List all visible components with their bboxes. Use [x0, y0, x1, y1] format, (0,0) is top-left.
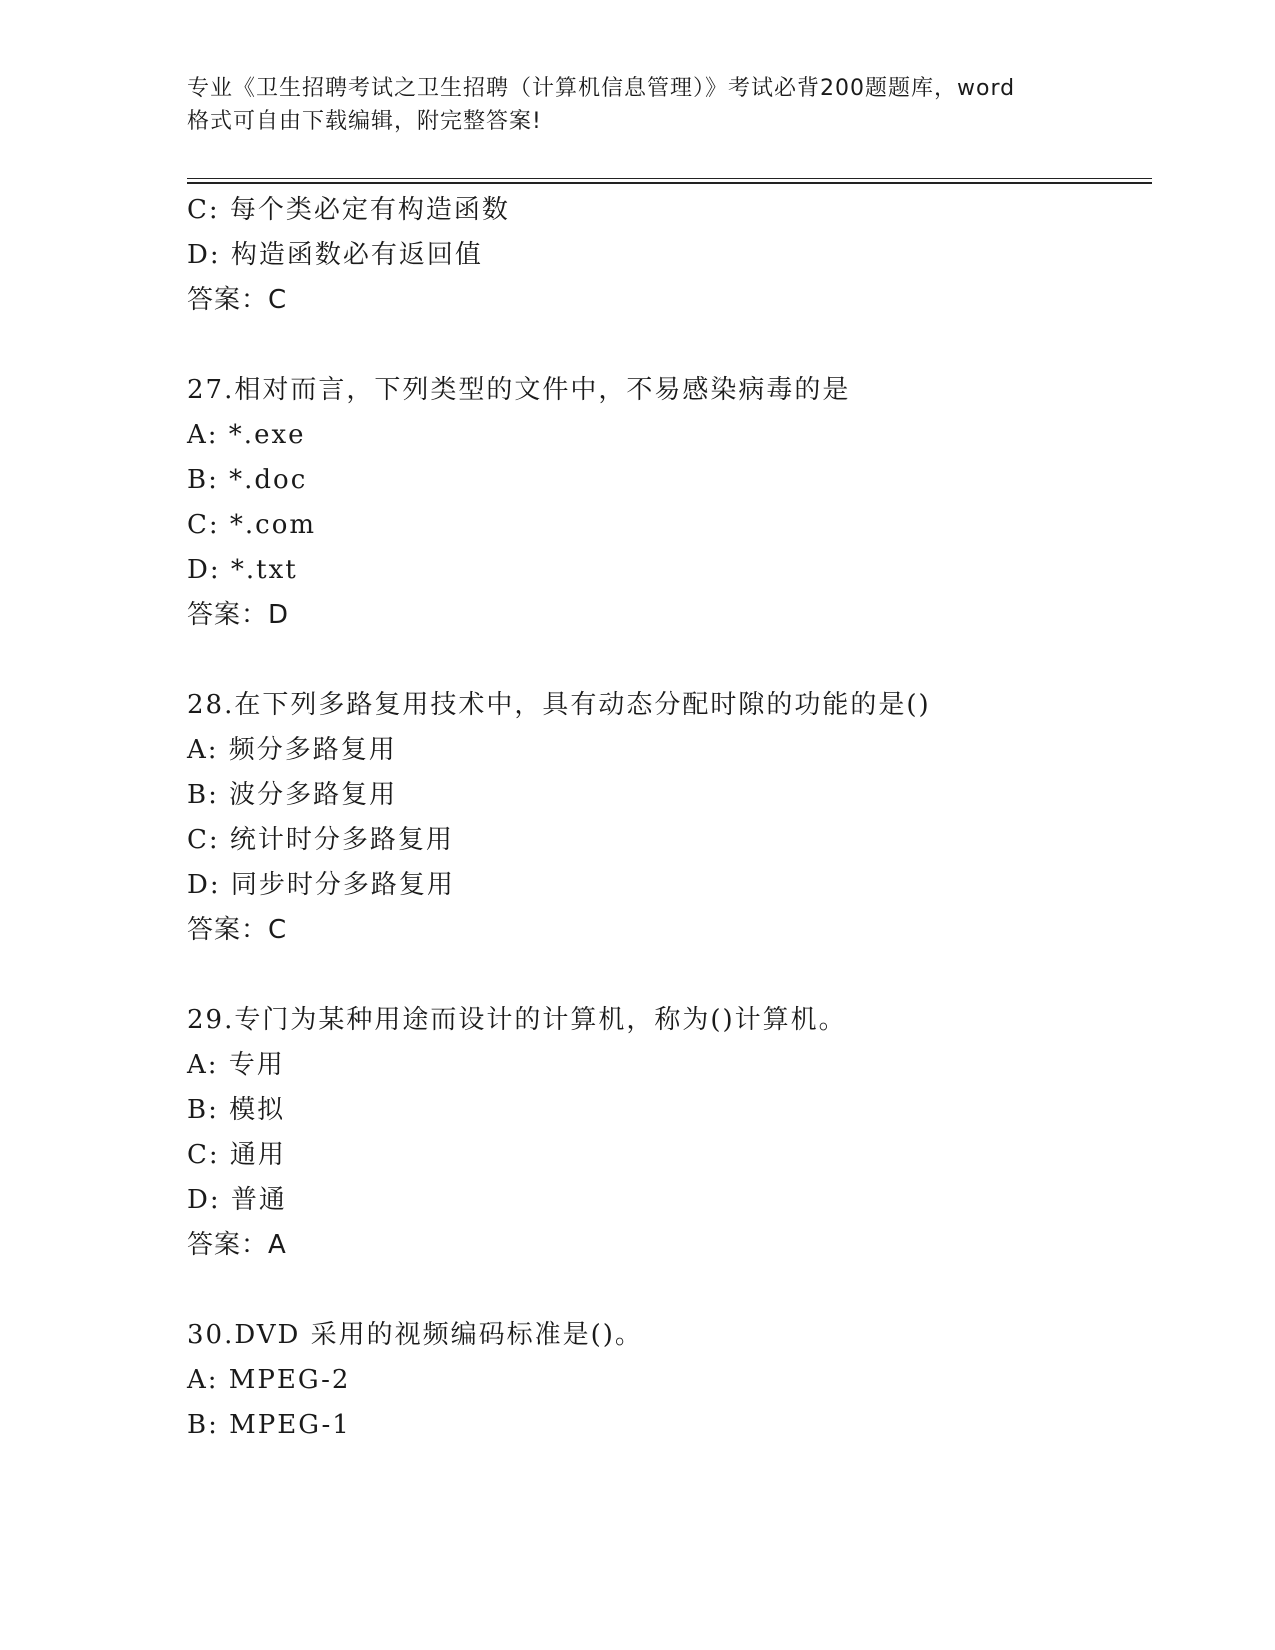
- q29-option-a: A: 专用: [187, 1050, 285, 1080]
- document-header: [187, 72, 1087, 138]
- q28-option-a: A: 频分多路复用: [187, 735, 397, 765]
- q27-option-c: C: *.com: [187, 510, 317, 540]
- header-divider-thin: [187, 178, 1152, 179]
- q26-option-d: D: 构造函数必有返回值: [187, 240, 483, 270]
- header-line-2: 格式可自由下载编辑，附完整答案!: [187, 109, 542, 134]
- q29-option-c: C: 通用: [187, 1140, 286, 1170]
- q28-option-c: C: 统计时分多路复用: [187, 825, 454, 855]
- q29-option-d: D: 普通: [187, 1185, 287, 1215]
- q29-answer: 答案：A: [187, 1230, 287, 1260]
- q28-option-b: B: 波分多路复用: [187, 780, 398, 810]
- q29-option-b: B: 模拟: [187, 1095, 286, 1125]
- q27-answer: 答案：D: [187, 600, 290, 630]
- q28-option-d: D: 同步时分多路复用: [187, 870, 455, 900]
- q27-option-b: B: *.doc: [187, 465, 308, 495]
- q28-answer: 答案：C: [187, 915, 288, 945]
- q28-question: 28.在下列多路复用技术中，具有动态分配时隙的功能的是(): [187, 690, 931, 720]
- q27-option-d: D: *.txt: [187, 555, 298, 585]
- q26-answer: 答案：C: [187, 285, 288, 315]
- header-line-1: 专业《卫生招聘考试之卫生招聘（计算机信息管理）》考试必背200题题库，word: [187, 76, 1016, 101]
- q30-question: 30.DVD 采用的视频编码标准是()。: [187, 1320, 643, 1350]
- q26-option-c: C: 每个类必定有构造函数: [187, 195, 510, 225]
- q30-option-a: A: MPEG-2: [187, 1365, 351, 1395]
- q27-option-a: A: *.exe: [187, 420, 306, 450]
- q27-question: 27.相对而言，下列类型的文件中，不易感染病毒的是: [187, 375, 851, 405]
- header-divider-thick: [187, 182, 1152, 184]
- q30-option-b: B: MPEG-1: [187, 1410, 351, 1440]
- q29-question: 29.专门为某种用途而设计的计算机，称为()计算机。: [187, 1005, 847, 1035]
